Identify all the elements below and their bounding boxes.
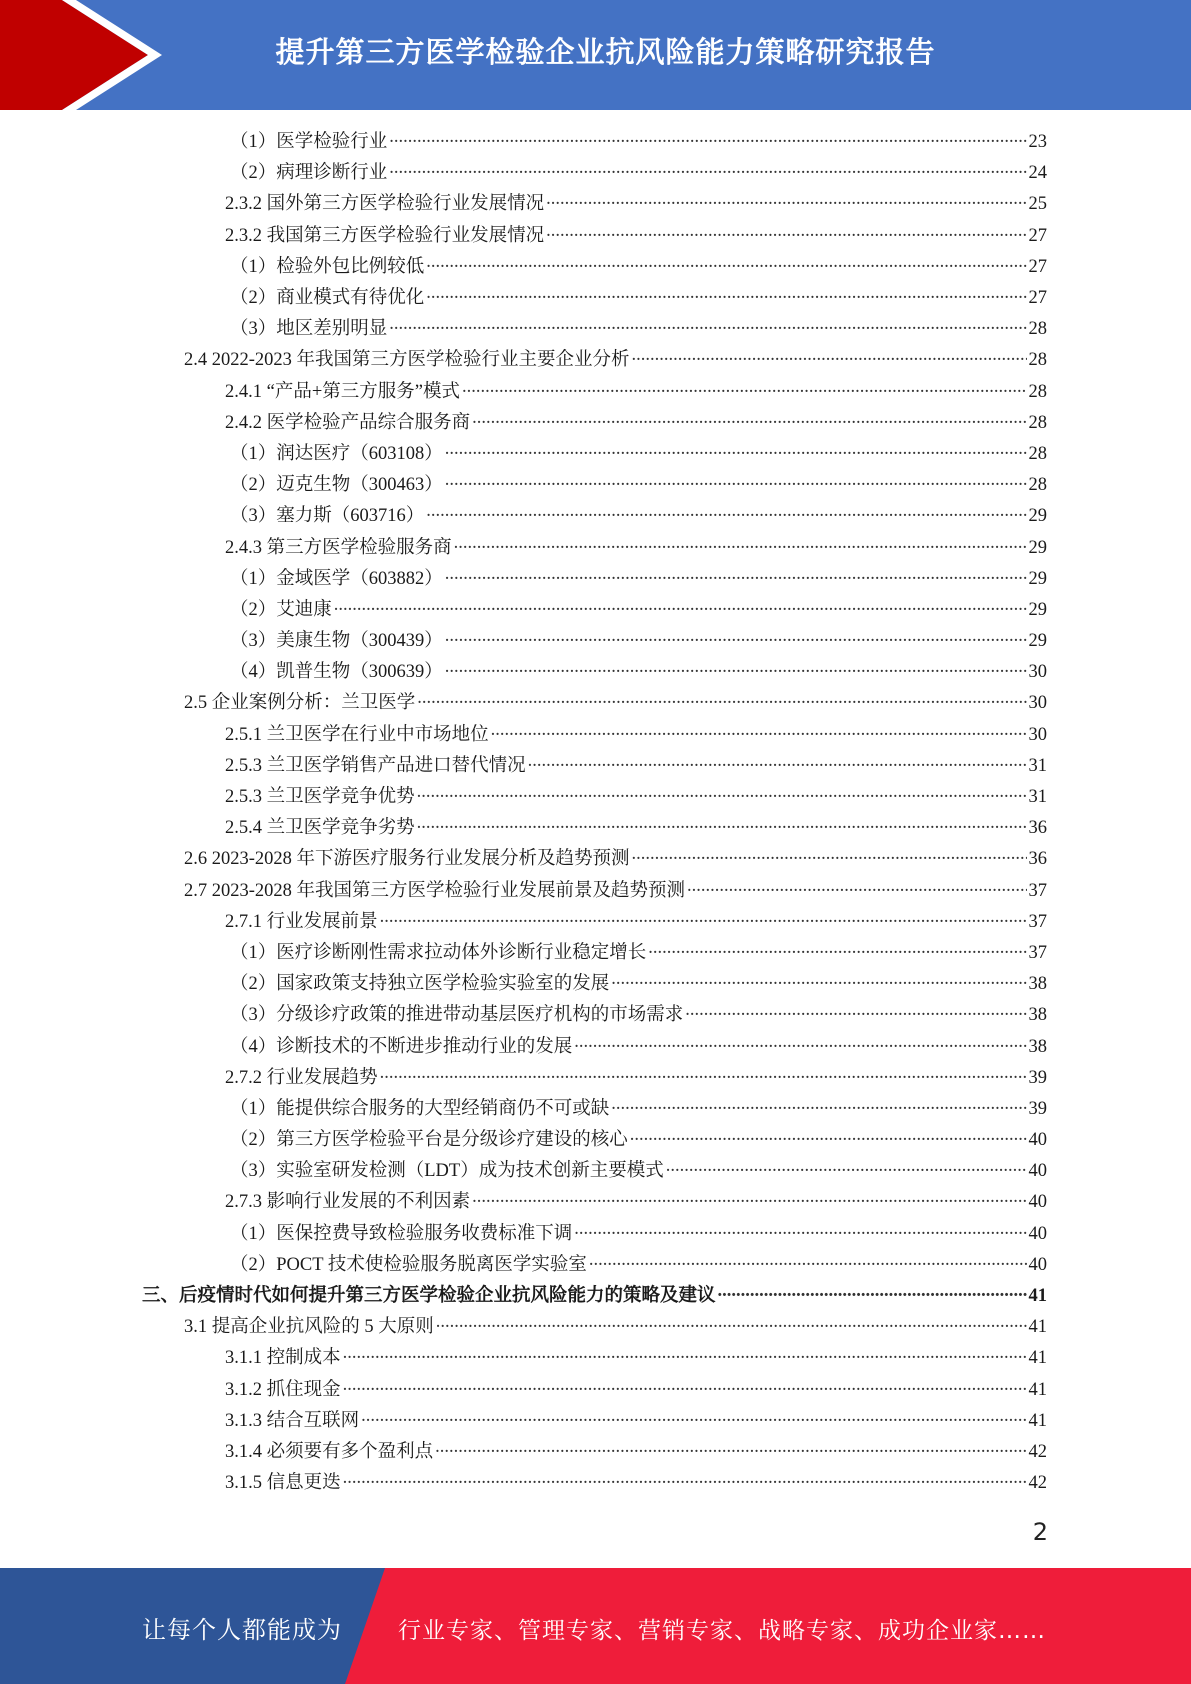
toc-entry-page: 41 — [1028, 1286, 1047, 1307]
toc-entry-page: 40 — [1028, 1254, 1047, 1275]
toc-entry-page: 29 — [1028, 631, 1047, 652]
toc-leader-dots — [343, 1463, 1027, 1494]
toc-entry-title: 三、后疫情时代如何提升第三方医学检验企业抗风险能力的策略及建议 — [142, 1286, 716, 1307]
toc-entry-page: 29 — [1028, 506, 1047, 527]
toc-entry-page: 28 — [1028, 381, 1047, 402]
toc-leader-dots — [426, 496, 1027, 527]
toc-entry-title: 3.1.3 结合互联网 — [225, 1410, 360, 1431]
toc-entry-page: 28 — [1028, 319, 1047, 340]
toc-entry-title: 2.7.2 行业发展趋势 — [225, 1067, 378, 1088]
toc-leader-dots — [343, 1338, 1027, 1369]
toc-entry-page: 37 — [1028, 942, 1047, 963]
toc-entry-page: 39 — [1028, 1067, 1047, 1088]
toc-entry-title: 2.4 2022-2023 年我国第三方医学检验行业主要企业分析 — [184, 350, 630, 371]
toc-leader-dots — [632, 839, 1027, 870]
toc-leader-dots — [574, 1214, 1027, 1245]
toc-entry-title: （1）检验外包比例较低 — [230, 256, 425, 277]
toc-entry-page: 41 — [1028, 1348, 1047, 1369]
toc-leader-dots — [417, 808, 1027, 839]
toc-entry-title: 2.5.4 兰卫医学竞争劣势 — [225, 818, 415, 839]
toc-leader-dots — [718, 1276, 1027, 1307]
toc-entry-title: 3.1.4 必须要有多个盈利点 — [225, 1441, 434, 1462]
toc-entry-page: 37 — [1028, 911, 1047, 932]
toc-entry-title: 2.3.2 我国第三方医学检验行业发展情况 — [225, 225, 545, 246]
toc-leader-dots — [445, 652, 1027, 683]
toc-leader-dots — [630, 1120, 1027, 1151]
toc-leader-dots — [685, 995, 1027, 1026]
toc-leader-dots — [472, 403, 1027, 434]
toc-leader-dots — [491, 715, 1027, 746]
toc-entry-page: 38 — [1028, 1036, 1047, 1057]
toc-entry-title: （3）实验室研发检测（LDT）成为技术创新主要模式 — [230, 1161, 664, 1182]
toc-entry-title: （3）分级诊疗政策的推进带动基层医疗机构的市场需求 — [230, 1005, 684, 1026]
toc-leader-dots — [574, 1027, 1027, 1058]
toc-leader-dots — [611, 964, 1027, 995]
toc-entry-title: 2.7.1 行业发展前景 — [225, 911, 378, 932]
toc-entry-title: （2）迈克生物（300463） — [230, 475, 443, 496]
toc-entry-title: （1）医学检验行业 — [230, 132, 388, 153]
toc-leader-dots — [589, 1245, 1027, 1276]
toc-entry-page: 29 — [1028, 537, 1047, 558]
toc-entry-page: 23 — [1028, 132, 1047, 153]
table-of-contents — [0, 127, 1191, 1499]
toc-entry-page: 39 — [1028, 1098, 1047, 1119]
toc-entry-title: （1）医保控费导致检验服务收费标准下调 — [230, 1223, 573, 1244]
toc-leader-dots — [445, 559, 1027, 590]
header-red-arrow-shape — [0, 0, 150, 110]
toc-leader-dots — [546, 216, 1027, 247]
toc-entry-title: 3.1.5 信息更迭 — [225, 1473, 341, 1494]
toc-leader-dots — [380, 902, 1027, 933]
toc-entry-title: （1）医疗诊断刚性需求拉动体外诊断行业稳定增长 — [230, 942, 647, 963]
toc-entry-page: 42 — [1028, 1441, 1047, 1462]
toc-entry-title: （3）地区差别明显 — [230, 319, 388, 340]
toc-entry-title: 2.5.1 兰卫医学在行业中市场地位 — [225, 724, 489, 745]
toc-entry-page: 29 — [1028, 599, 1047, 620]
toc-entry-title: 2.4.3 第三方医学检验服务商 — [225, 537, 452, 558]
toc-entry-title: 2.6 2023-2028 年下游医疗服务行业发展分析及趋势预测 — [184, 849, 630, 870]
toc-entry-page: 40 — [1028, 1192, 1047, 1213]
toc-entry-page: 27 — [1028, 225, 1047, 246]
toc-entry-title: （1）能提供综合服务的大型经销商仍不可或缺 — [230, 1098, 610, 1119]
toc-leader-dots — [666, 1151, 1027, 1182]
toc-entry-title: （4）凯普生物（300639） — [230, 662, 443, 683]
toc-leader-dots — [445, 434, 1027, 465]
toc-entry-page: 24 — [1028, 163, 1047, 184]
toc-leader-dots — [426, 247, 1027, 278]
toc-entry-title: 3.1.2 抓住现金 — [225, 1379, 341, 1400]
toc-entry-title: （2）艾迪康 — [230, 599, 332, 620]
toc-entry-title: 2.4.2 医学检验产品综合服务商 — [225, 412, 471, 433]
toc-leader-dots — [417, 683, 1027, 714]
report-title: 提升第三方医学检验企业抗风险能力策略研究报告 — [275, 34, 936, 69]
toc-leader-dots — [380, 1058, 1027, 1089]
toc-entry-title: （2）POCT 技术使检验服务脱离医学实验室 — [230, 1254, 587, 1275]
toc-entry-page: 30 — [1028, 693, 1047, 714]
toc-entry-title: 2.5 企业案例分析：兰卫医学 — [184, 693, 416, 714]
toc-entry-page: 28 — [1028, 475, 1047, 496]
toc-leader-dots — [417, 777, 1027, 808]
toc-entry-page: 28 — [1028, 412, 1047, 433]
toc-entry-title: （2）商业模式有待优化 — [230, 288, 425, 309]
toc-entry-page: 28 — [1028, 350, 1047, 371]
toc-leader-dots — [687, 871, 1027, 902]
toc-entry-title: 3.1 提高企业抗风险的 5 大原则 — [184, 1317, 434, 1338]
toc-leader-dots — [436, 1307, 1027, 1338]
toc-leader-dots — [472, 1182, 1027, 1213]
toc-entry-title: （4）诊断技术的不断进步推动行业的发展 — [230, 1036, 573, 1057]
toc-leader-dots — [343, 1370, 1027, 1401]
toc-leader-dots — [528, 746, 1027, 777]
toc-leader-dots — [546, 184, 1027, 215]
toc-entry-title: 2.7.3 影响行业发展的不利因素 — [225, 1192, 471, 1213]
toc-leader-dots — [334, 590, 1027, 621]
toc-entry-page: 40 — [1028, 1161, 1047, 1182]
toc-entry-page: 40 — [1028, 1223, 1047, 1244]
toc-entry-page: 38 — [1028, 974, 1047, 995]
toc-leader-dots — [445, 465, 1027, 496]
toc-leader-dots — [445, 621, 1027, 652]
toc-entry-title: （2）国家政策支持独立医学检验实验室的发展 — [230, 974, 610, 995]
toc-entry-page: 37 — [1028, 880, 1047, 901]
toc-leader-dots — [632, 340, 1027, 371]
toc-leader-dots — [435, 1432, 1027, 1463]
toc-entry-title: （3）美康生物（300439） — [230, 631, 443, 652]
toc-leader-dots — [454, 528, 1027, 559]
toc-leader-dots — [426, 278, 1027, 309]
toc-entry-title: 2.4.1 “产品+第三方服务”模式 — [225, 381, 460, 402]
toc-entry-page: 30 — [1028, 662, 1047, 683]
toc-entry-page: 41 — [1028, 1379, 1047, 1400]
toc-entry-title: 2.3.2 国外第三方医学检验行业发展情况 — [225, 194, 545, 215]
toc-entry-title: （3）塞力斯（603716） — [230, 506, 425, 527]
toc-entry-page: 25 — [1028, 194, 1047, 215]
toc-entry-title: 2.5.3 兰卫医学销售产品进口替代情况 — [225, 755, 526, 776]
toc-entry-title: （2）病理诊断行业 — [230, 163, 388, 184]
toc-entry-title: 2.5.3 兰卫医学竞争优势 — [225, 787, 415, 808]
toc-entry-page: 38 — [1028, 1005, 1047, 1026]
toc-entry-page: 41 — [1028, 1410, 1047, 1431]
toc-entry-page: 28 — [1028, 443, 1047, 464]
toc-leader-dots — [611, 1089, 1027, 1120]
toc-entry-page: 41 — [1028, 1317, 1047, 1338]
toc-entry-page: 27 — [1028, 288, 1047, 309]
toc-leader-dots — [361, 1401, 1027, 1432]
toc-entry-title: 3.1.1 控制成本 — [225, 1348, 341, 1369]
toc-entry-page: 29 — [1028, 568, 1047, 589]
page-header — [0, 0, 1191, 110]
footer-slogan-right: 行业专家、管理专家、营销专家、战略专家、成功企业家…… — [398, 1618, 1046, 1644]
toc-entry[interactable] — [225, 1468, 1047, 1499]
toc-entry-title: 2.7 2023-2028 年我国第三方医学检验行业发展前景及趋势预测 — [184, 880, 686, 901]
footer-slogan-left: 让每个人都能成为 — [142, 1616, 342, 1644]
toc-leader-dots — [389, 122, 1027, 153]
toc-leader-dots — [389, 309, 1027, 340]
toc-entry-page: 31 — [1028, 755, 1047, 776]
toc-entry-title: （1）金域医学（603882） — [230, 568, 443, 589]
toc-entry-title: （1）润达医疗（603108） — [230, 443, 443, 464]
toc-entry-page: 40 — [1028, 1130, 1047, 1151]
toc-entry-page: 36 — [1028, 849, 1047, 870]
page-number: 2 — [1032, 1518, 1048, 1546]
toc-leader-dots — [462, 372, 1027, 403]
toc-entry-title: （2）第三方医学检验平台是分级诊疗建设的核心 — [230, 1130, 628, 1151]
toc-leader-dots — [648, 933, 1027, 964]
toc-entry-page: 36 — [1028, 818, 1047, 839]
toc-leader-dots — [389, 153, 1027, 184]
toc-entry-page: 42 — [1028, 1473, 1047, 1494]
toc-entry-page: 31 — [1028, 787, 1047, 808]
toc-entry-page: 30 — [1028, 724, 1047, 745]
toc-entry-page: 27 — [1028, 256, 1047, 277]
